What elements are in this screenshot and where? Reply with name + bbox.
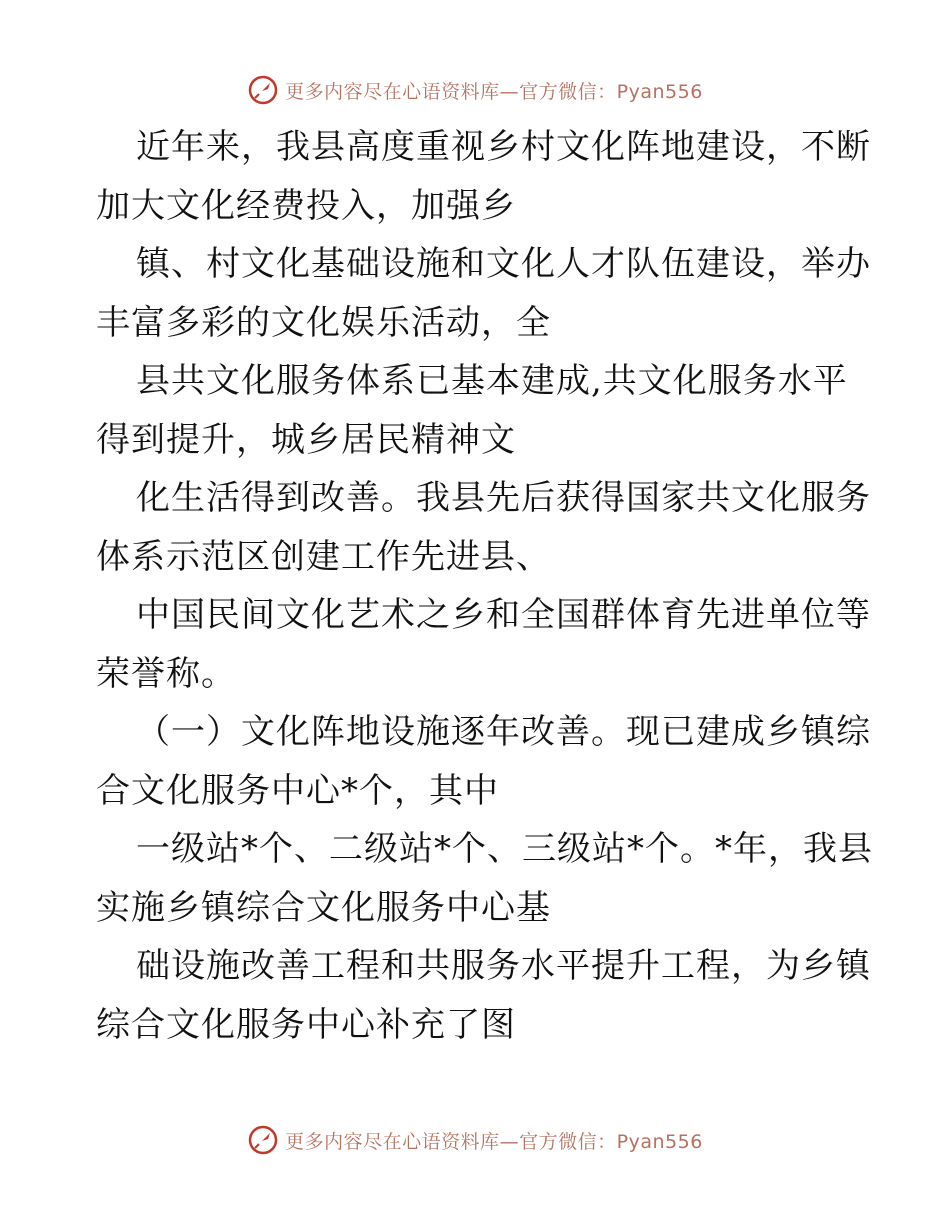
body-line-5: 县共文化服务体系已基本建成,共文化服务水平 bbox=[136, 361, 848, 401]
body-line-1: 近年来，我县高度重视乡村文化阵地建设，不断 bbox=[136, 127, 871, 167]
header-banner bbox=[0, 70, 950, 110]
quill-logo-icon bbox=[247, 74, 279, 106]
footer-banner bbox=[0, 1120, 950, 1160]
document-body bbox=[96, 118, 873, 1054]
body-line-15: 础设施改善工程和共服务水平提升工程，为乡镇 bbox=[136, 946, 871, 986]
footer-banner-inner bbox=[247, 1124, 703, 1156]
quill-logo-icon bbox=[247, 1124, 279, 1156]
header-banner-inner bbox=[247, 74, 703, 106]
body-line-14: 实施乡镇综合文化服务中心基 bbox=[96, 887, 551, 928]
body-line-9: 中国民间文化艺术之乡和全国群体育先进单位等 bbox=[136, 595, 871, 635]
header-banner-text: 更多内容尽在心语资料库—官方微信：Pyan556 bbox=[285, 80, 703, 103]
body-line-4: 丰富多彩的文化娱乐活动，全 bbox=[96, 302, 551, 343]
body-line-16: 综合文化服务中心补充了图 bbox=[96, 1004, 516, 1045]
footer-banner-text: 更多内容尽在心语资料库—官方微信：Pyan556 bbox=[285, 1130, 703, 1153]
body-line-13: 一级站*个、二级站*个、三级站*个。*年，我县 bbox=[136, 829, 873, 869]
body-line-8: 体系示范区创建工作先进县、 bbox=[96, 536, 551, 577]
body-line-11: （一）文化阵地设施逐年改善。现已建成乡镇综 bbox=[136, 712, 871, 752]
body-line-12: 合文化服务中心*个，其中 bbox=[96, 770, 499, 811]
body-line-2: 加大文化经费投入，加强乡 bbox=[96, 185, 516, 226]
body-line-7: 化生活得到改善。我县先后获得国家共文化服务 bbox=[136, 478, 871, 518]
body-line-3: 镇、村文化基础设施和文化人才队伍建设，举办 bbox=[136, 244, 871, 284]
body-line-10: 荣誉称。 bbox=[96, 653, 236, 694]
body-line-6: 得到提升，城乡居民精神文 bbox=[96, 419, 516, 460]
